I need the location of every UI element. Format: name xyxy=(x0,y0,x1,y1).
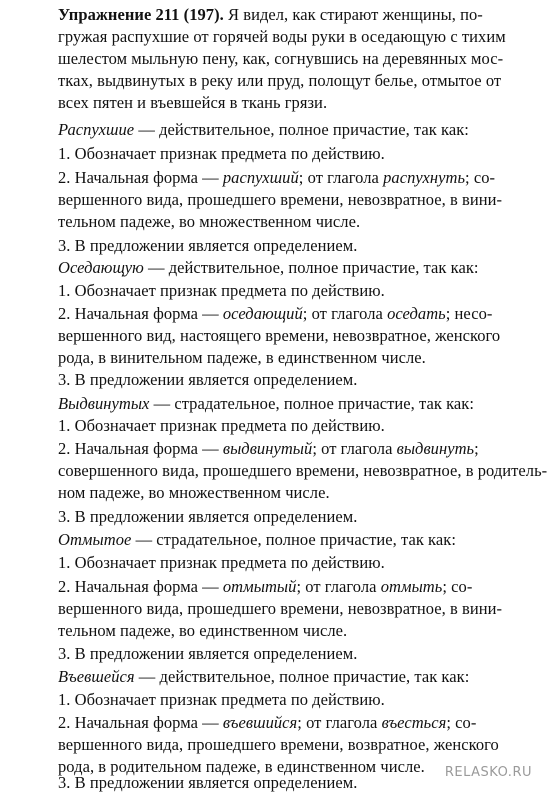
intro-line-5: всех пятен и въевшейся в ткань грязи. xyxy=(58,93,328,112)
block-2-head xyxy=(0,257,550,279)
block-3-p2 xyxy=(0,438,550,460)
block-3-word: Выдвинутых xyxy=(58,394,150,413)
block-4-p1: 1. Обозначает признак предмета по действию. xyxy=(58,553,385,572)
block-1-word: Распухшие xyxy=(58,120,135,139)
block-3-p2-pre: 2. Начальная форма — xyxy=(58,439,223,458)
block-4-p3: 3. В предложении является определением. xyxy=(58,644,358,663)
block-1-p2-form: распухший xyxy=(222,168,299,187)
block-5-p2-form: въевшийся xyxy=(222,713,298,732)
block-1-head-text: — действительное, полное причастие, так как: xyxy=(134,120,469,139)
block-1-p2-verb: распухнуть xyxy=(383,168,466,187)
block-5-p2-cont-2: рода, в родительном падеже, в единственном числе. xyxy=(58,757,425,776)
block-2-p3: 3. В предложении является определением. xyxy=(58,370,358,389)
block-3-p2-cont-1: совершенного вида, прошедшего времени, невозвратное, в родитель- xyxy=(58,461,548,480)
block-2-p2-verb: оседать xyxy=(387,304,446,323)
block-4-head xyxy=(0,529,550,551)
block-5-head xyxy=(0,666,550,688)
block-3-head-text: — страдательное, полное причастие, так как: xyxy=(149,394,474,413)
block-1-head xyxy=(0,119,550,141)
block-4-word: Отмытое xyxy=(58,530,132,549)
block-3-p2-post: ; xyxy=(474,439,479,458)
block-2-word: Оседающую xyxy=(58,258,144,277)
block-4-p2-cont-1: вершенного вида, прошедшего времени, невозвратное, в вини- xyxy=(58,599,503,618)
block-3-p3: 3. В предложении является определением. xyxy=(58,507,358,526)
exercise-title-line xyxy=(0,4,550,26)
intro-line-1: Я видел, как стирают женщины, по- xyxy=(223,5,483,24)
block-3-p2-verb: выдвинуть xyxy=(396,439,475,458)
block-2-p2-pre: 2. Начальная форма — xyxy=(58,304,223,323)
block-4-p2-form: отмытый xyxy=(222,577,297,596)
block-2-p2-post: ; несо- xyxy=(445,304,493,323)
block-1-p2-post: ; со- xyxy=(465,168,496,187)
block-3-p2-cont-2: ном падеже, во множественном числе. xyxy=(58,483,330,502)
block-5-p2-mid: ; от глагола xyxy=(297,713,382,732)
intro-line-3: шелестом мыльную пену, как, согнувшись на деревянных мос- xyxy=(58,49,504,68)
watermark: RELASKO.RU xyxy=(444,765,532,780)
intro-line-2: гружая распухшие от горячей воды руки в оседающую с тихим xyxy=(58,27,506,46)
block-5-p2-verb: въесться xyxy=(381,713,447,732)
block-2-p2-cont-2: рода, в винительном падеже, в единственном числе. xyxy=(58,348,426,367)
block-2-p2-form: оседающий xyxy=(222,304,303,323)
block-5-p1: 1. Обозначает признак предмета по действию. xyxy=(58,690,385,709)
block-2-p2-mid: ; от глагола xyxy=(302,304,388,323)
intro-line-4: тках, выдвинутых в реку или пруд, полощут белье, отмытое от xyxy=(58,71,502,90)
block-5-p2-cont-1: вершенного вида, прошедшего времени, возвратное, женского xyxy=(58,735,499,754)
block-1-p2 xyxy=(0,167,550,189)
block-2-p2-cont-1: вершенного вид, настоящего времени, невозвратное, женского xyxy=(58,326,501,345)
block-4-p2-verb: отмыть xyxy=(380,577,443,596)
block-5-p2-pre: 2. Начальная форма — xyxy=(58,713,223,732)
block-1-p2-mid: ; от глагола xyxy=(298,168,384,187)
block-5-p3: 3. В предложении является определением. xyxy=(58,773,358,792)
block-1-p2-pre: 2. Начальная форма — xyxy=(58,168,223,187)
exercise-title: Упражнение 211 (197). xyxy=(58,5,224,24)
block-4-head-text: — страдательное, полное причастие, так как: xyxy=(131,530,456,549)
block-5-head-text: — действительное, полное причастие, так как: xyxy=(134,667,470,686)
block-1-p2-cont-1: вершенного вида, прошедшего времени, невозвратное, в вини- xyxy=(58,190,503,209)
block-2-p2 xyxy=(0,303,550,325)
block-4-p2-cont-2: тельном падеже, во единственном числе. xyxy=(58,621,348,640)
block-3-p2-form: выдвинутый xyxy=(222,439,313,458)
block-2-head-text: — действительное, полное причастие, так как: xyxy=(143,258,479,277)
block-3-p1: 1. Обозначает признак предмета по действию. xyxy=(58,416,385,435)
block-4-p2-pre: 2. Начальная форма — xyxy=(58,577,223,596)
block-4-p2-post: ; со- xyxy=(442,577,473,596)
block-1-p3: 3. В предложении является определением. xyxy=(58,236,358,255)
block-5-p2 xyxy=(0,712,550,734)
block-3-p2-mid: ; от глагола xyxy=(312,439,397,458)
block-3-head xyxy=(0,393,550,415)
block-4-p2 xyxy=(0,576,550,598)
block-4-p2-mid: ; от глагола xyxy=(296,577,381,596)
block-1-p2-cont-2: тельном падеже, во множественном числе. xyxy=(58,212,361,231)
block-1-p1: 1. Обозначает признак предмета по действию. xyxy=(58,144,385,163)
block-5-word: Въевшейся xyxy=(58,667,135,686)
block-5-p2-post: ; со- xyxy=(446,713,477,732)
block-2-p1: 1. Обозначает признак предмета по действию. xyxy=(58,281,385,300)
